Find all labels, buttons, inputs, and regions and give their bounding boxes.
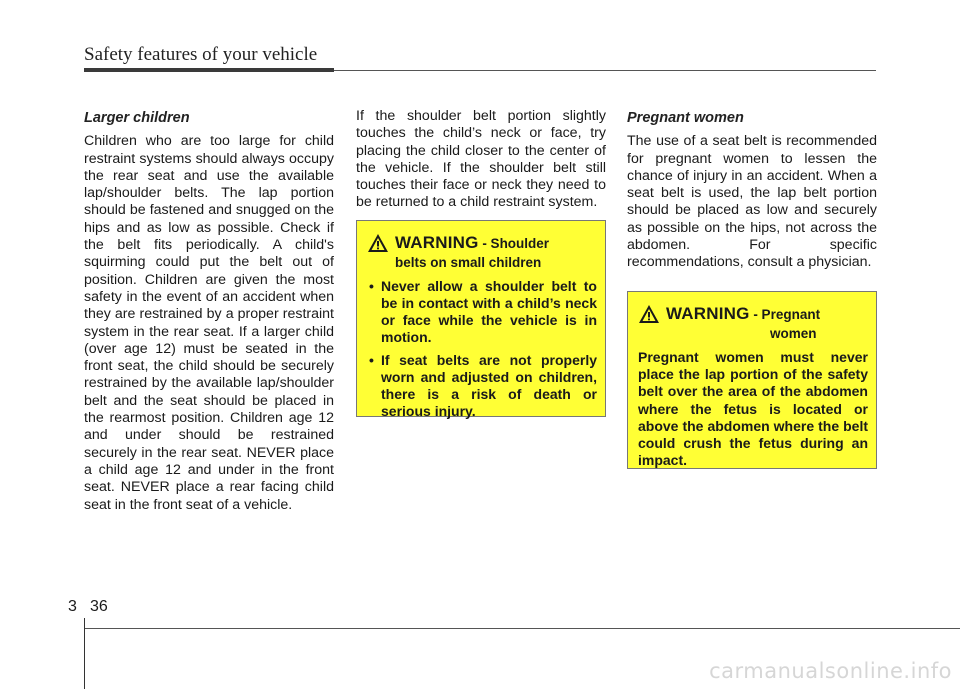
warning-title: [395, 233, 549, 272]
warning-header: [638, 304, 868, 343]
larger-children-heading: Larger children: [84, 110, 190, 126]
warning-triangle-icon: [367, 233, 389, 253]
pregnant-women-heading: Pregnant women: [627, 110, 744, 126]
warning-title: [666, 304, 820, 343]
warning-subtitle-a: - Shoulder: [478, 236, 550, 251]
page-number: 36: [90, 598, 108, 615]
warning-word: WARNING: [666, 304, 750, 323]
warning-subtitle-a: - Pregnant: [749, 307, 821, 322]
warning-box-shoulder: [356, 220, 606, 417]
header-title: Safety features of your vehicle: [84, 44, 318, 65]
warning-body: Pregnant women must never place the lap portion of the safety belt over the area of the abdomen where the fetus is located or above the abdomen where the belt could crush the fetus during an impact.: [638, 349, 868, 469]
larger-children-body: Children who are too large for child restraint systems should always occupy the rear seat and use the available lap/shoulder belts. The lap portion should be fastened and snugged on the hips and as low as possible. Check if the belt fits periodically. A child's squirming could put the belt out of position. Children are given the most safety in the event of an accident when they are restrained by a proper restraint system in the rear seat. If a larger child (over age 12) must be seated in the front seat, the child should be securely restrained by the available lap/shoulder belt and the seat should be placed in the rearmost position. Children age 12 and under should be restrained securely in the rear seat. NEVER place a child age 12 and under in the front seat. NEVER place a rear facing child seat in the front seat of a vehicle.: [84, 133, 334, 513]
warning-subtitle-b: belts on small children: [395, 255, 542, 270]
column-larger-children: [84, 108, 334, 514]
column-shoulder-belt: [356, 108, 606, 212]
pregnant-women-body: The use of a seat belt is recommended for pregnant women to lessen the chance of injury in an accident. When a seat belt is used, the lap belt portion should be placed as low and securely as possible on the hips, not across the abdomen. For specific recommendations, consult a physician.: [627, 133, 877, 271]
warning-header: [367, 233, 597, 272]
header-rule-thin: [334, 70, 876, 71]
warning-triangle-icon: [638, 304, 660, 324]
warning-list: [367, 278, 597, 420]
warning-word: WARNING: [395, 233, 479, 252]
section-number: 3: [68, 598, 77, 615]
watermark: carmanualsonline.info: [709, 659, 952, 683]
warning-box-pregnant: [627, 291, 877, 469]
footer-rule: [84, 628, 960, 629]
header-rule: [84, 68, 334, 72]
shoulder-belt-text: If the shoulder belt portion slightly touches the child’s neck or face, try placing the child closer to the center of the vehicle. If the shoulder belt still touches their face or neck they need to be returned to a child restraint system.: [356, 108, 606, 211]
footer-divider: [84, 618, 85, 689]
column-pregnant-women: [627, 108, 877, 272]
warning-item: • If seat belts are not properly worn and adjusted on children, there is a risk of death or serious injury.: [367, 352, 597, 420]
warning-subtitle-b: women: [770, 326, 817, 341]
warning-item: • Never allow a shoulder belt to be in contact with a child’s neck or face while the vehicle is in motion.: [367, 278, 597, 346]
